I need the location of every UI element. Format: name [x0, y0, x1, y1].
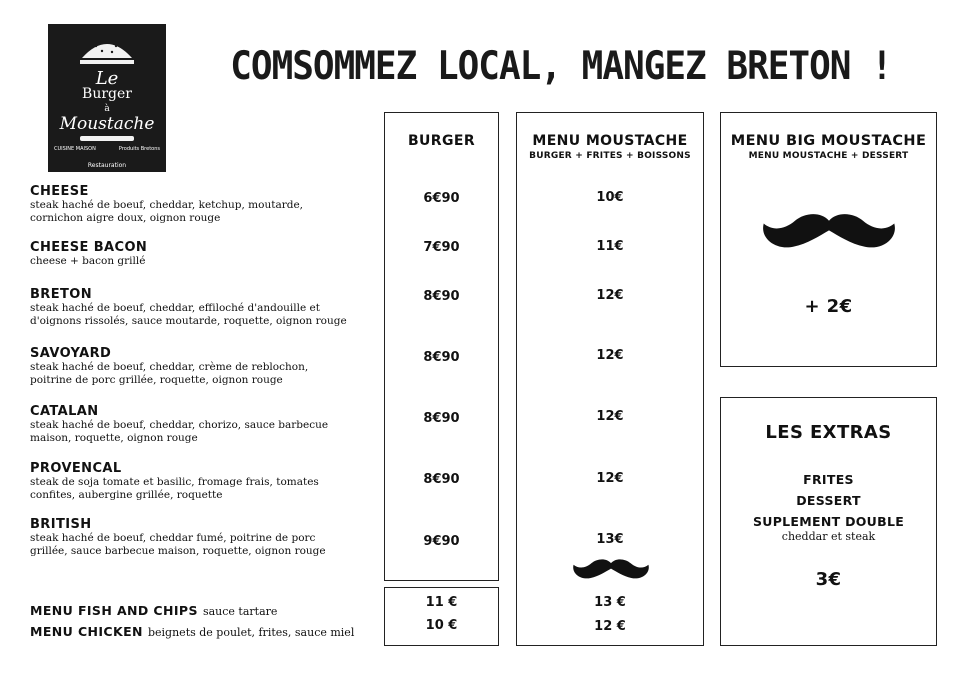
item-desc: steak haché de boeuf, cheddar, chorizo, sauce barbecue [30, 419, 329, 431]
menu-price: 12 € [594, 619, 626, 634]
logo-tag-cuisine: CUISINE MAISON [54, 146, 96, 152]
menu-item [30, 346, 375, 386]
logo-line-a: à [104, 104, 110, 114]
item-desc: d'oignons rissolés, sauce moutarde, roquette, oignon rouge [30, 314, 347, 327]
menu-item [30, 461, 375, 501]
logo-tag-produits: Produits Bretons [118, 146, 160, 152]
burger-price: 8€90 [423, 411, 460, 426]
logo [48, 24, 166, 172]
menu-price: 12€ [596, 471, 624, 486]
menu-big-moustache-subtitle: MENU MOUSTACHE + DESSERT [748, 151, 909, 161]
item-name: BRITISH [30, 517, 92, 532]
mustache-icon [761, 208, 897, 254]
menu-item [30, 404, 375, 444]
logo-line-le: Le [95, 68, 119, 89]
menu-price: 13€ [596, 532, 624, 547]
burger-price: 8€90 [423, 289, 460, 304]
menu-price: 12€ [596, 288, 624, 303]
bottom-item-name: MENU FISH AND CHIPS [30, 603, 198, 618]
item-desc: confites, aubergine grillée, roquette [30, 488, 223, 501]
burger-price: 10 € [425, 618, 458, 633]
item-name: BRETON [30, 287, 92, 302]
item-desc: steak haché de boeuf, cheddar, effiloché d'andouille et [30, 302, 320, 314]
burger-price: 11 € [425, 595, 458, 610]
extras-supplement: SUPLEMENT DOUBLE [752, 514, 905, 529]
menu-price: 11€ [596, 239, 624, 254]
burger-price: 6€90 [423, 191, 460, 206]
menu-item [30, 240, 375, 268]
item-name: PROVENCAL [30, 461, 122, 476]
item-name: CHEESE [30, 184, 89, 199]
menu-price: 10€ [596, 190, 624, 205]
item-desc: steak haché de boeuf, cheddar, crème de reblochon, [30, 361, 309, 373]
menu-big-moustache-price: + 2€ [804, 296, 853, 317]
item-desc: cheese + bacon grillé [30, 255, 146, 267]
item-name: CHEESE BACON [30, 240, 148, 255]
bottom-menu-item [30, 621, 354, 640]
item-desc: grillée, sauce barbecue maison, roquette, oignon rouge [30, 544, 326, 557]
bottom-item-desc: sauce tartare [202, 605, 278, 618]
menu-item [30, 287, 375, 327]
burger-price: 8€90 [423, 350, 460, 365]
logo-line-moustache: Moustache [59, 114, 155, 134]
burger-price: 9€90 [423, 534, 460, 549]
menu-price: 12€ [596, 348, 624, 363]
item-desc: steak de soja tomate et basilic, fromage frais, tomates [30, 476, 319, 488]
item-name: SAVOYARD [30, 346, 112, 361]
menu-item [30, 517, 375, 557]
bottom-item-desc: beignets de poulet, frites, sauce miel [147, 626, 355, 639]
burger-column [384, 112, 499, 581]
extras-title: LES EXTRAS [765, 422, 892, 443]
menu-moustache-subtitle: BURGER + FRITES + BOISSONS [529, 151, 691, 161]
item-desc: steak haché de boeuf, cheddar, ketchup, moutarde, [30, 199, 303, 211]
item-name: CATALAN [30, 404, 99, 419]
extras-supplement-desc: cheddar et steak [781, 530, 876, 543]
item-desc: steak haché de boeuf, cheddar fumé, poitrine de porc [30, 532, 316, 544]
extras-price: 3€ [815, 569, 842, 590]
bottom-item-name: MENU CHICKEN [30, 624, 143, 639]
menu-moustache-title: MENU MOUSTACHE [532, 133, 688, 149]
extras-frites: FRITES [803, 472, 854, 487]
menu-price: 12€ [596, 409, 624, 424]
headline: COMSOMMEZ LOCAL, MANGEZ BRETON ! [230, 44, 892, 90]
burger-price: 8€90 [423, 472, 460, 487]
logo-tags [54, 146, 160, 152]
item-desc: maison, roquette, oignon rouge [30, 431, 198, 444]
burger-column-title: BURGER [407, 133, 476, 149]
bottom-menu-item [30, 600, 277, 619]
menu-price: 13 € [594, 595, 626, 610]
extras-box [720, 397, 937, 646]
item-desc: poitrine de porc grillée, roquette, oignon rouge [30, 373, 283, 386]
menu-big-moustache-title: MENU BIG MOUSTACHE [730, 133, 927, 149]
extras-dessert: DESSERT [796, 493, 861, 508]
menu-big-moustache-box [720, 112, 937, 367]
burger-price: 7€90 [423, 240, 460, 255]
mustache-icon [572, 556, 650, 582]
menu-item [30, 184, 375, 224]
logo-line-burger: Burger [82, 86, 132, 102]
item-desc: cornichon aigre doux, oignon rouge [30, 211, 221, 224]
logo-tag-restauration: Restauration [87, 162, 127, 169]
